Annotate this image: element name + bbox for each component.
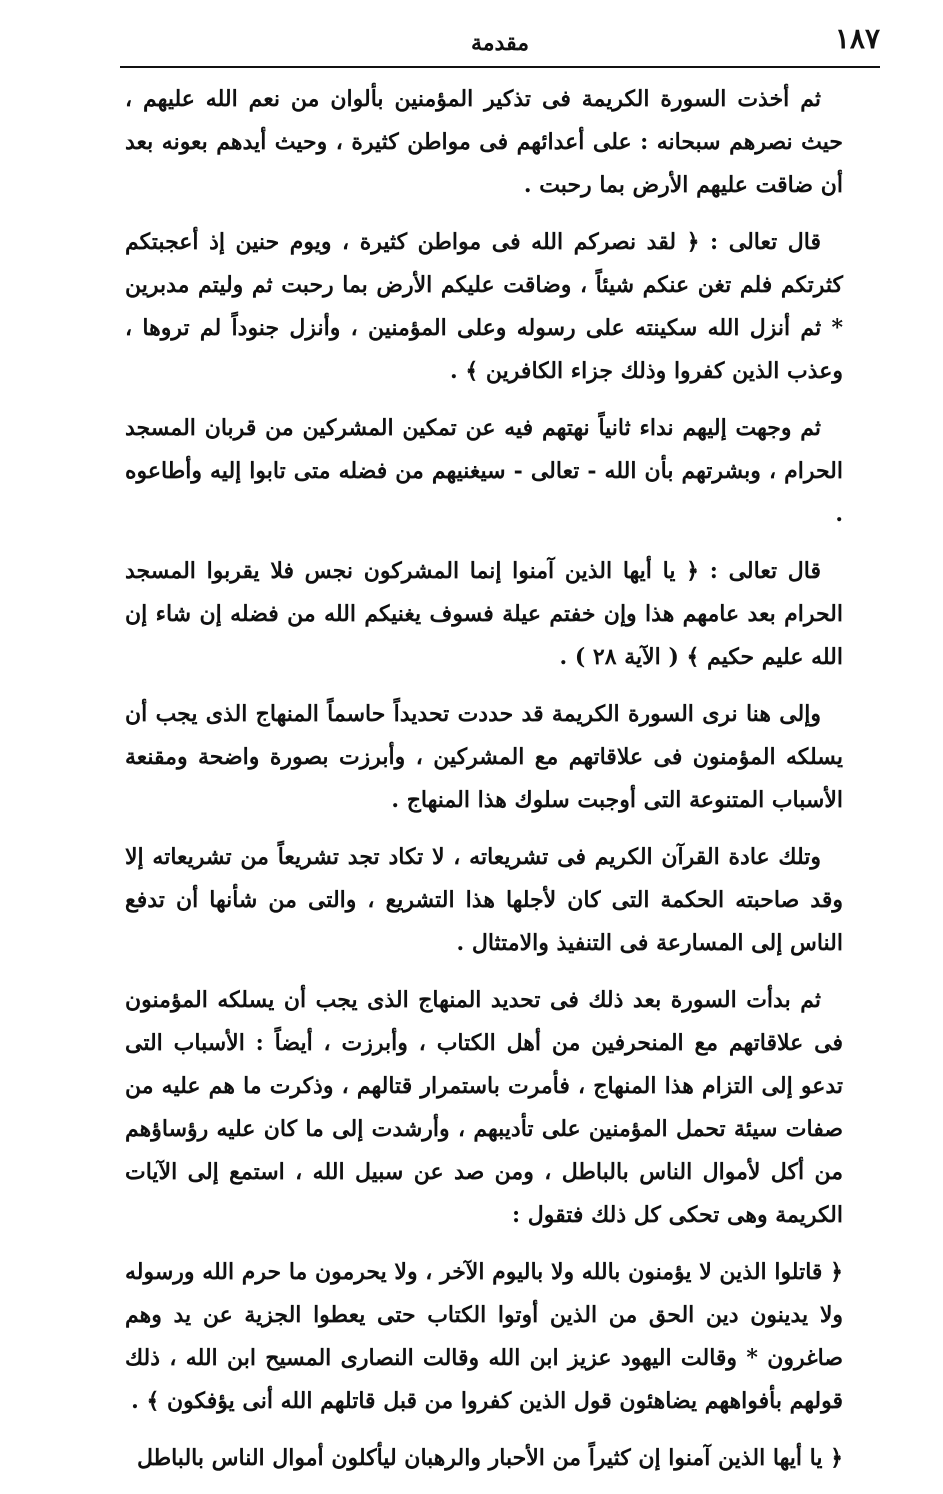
- paragraph: ثم بدأت السورة بعد ذلك فى تحديد المنهاج الذى يجب أن يسلكه المؤمنون فى علاقاتهم مع المنحرفين من أهل الكتاب ، وأبرزت ، أيضاً : الأسباب التى تدعو إلى التزام هذا المنهاج ، فأمرت باستمرار قتالهم ، وذكرت ما هم عليه من صفات سيئة تحمل المؤمنين على تأديبهم ، وأرشدت إلى ما كان عليه رؤساؤهم من أكل لأموال الناس بالباطل ، ومن صد عن سبيل الله ، استمع إلى الآيات الكريمة وهى تحكى كل ذلك فتقول :: [125, 987, 843, 1228]
- running-title: مقدمة: [470, 30, 530, 56]
- quran-quote: ﴿ قاتلوا الذين لا يؤمنون بالله ولا باليوم الآخر ، ولا يحرمون ما حرم الله ورسوله ولا يدينون دين الحق من الذين أوتوا الكتاب حتى يعطوا الجزية عن يد وهم صاغرون * وقالت اليهود عزيز ابن الله وقالت النصارى المسيح ابن الله ، ذلك قولهم بأفواههم يضاهئون قول الذين كفروا من قبل قاتلهم الله أنى يؤفكون ﴾ .: [125, 1259, 843, 1414]
- paragraph: ثم وجهت إليهم نداء ثانياً نهتهم فيه عن تمكين المشركين من قربان المسجد الحرام ، وبشرتهم بأن الله - تعالى - سيغنيهم من فضله متى تابوا إليه وأطاعوه .: [125, 415, 843, 527]
- paragraph: وتلك عادة القرآن الكريم فى تشريعاته ، لا تكاد تجد تشريعاً من تشريعاته إلا وقد صاحبته الحكمة التى كان لأجلها هذا التشريع ، والتى من شأنها أن تدفع الناس إلى المسارعة فى التنفيذ والامتثال .: [125, 844, 843, 956]
- page-number: ١٨٧: [834, 22, 880, 55]
- paragraph: وإلى هنا نرى السورة الكريمة قد حددت تحديداً حاسماً المنهاج الذى يجب أن يسلكه المؤمنون فى علاقاتهم مع المشركين ، وأبرزت بصورة واضحة ومقنعة الأسباب المتنوعة التى أوجبت سلوك هذا المنهاج .: [125, 701, 843, 813]
- quran-quote: ﴿ يا أيها الذين آمنوا إن كثيراً من الأحبار والرهبان ليأكلون أموال الناس بالباطل: [136, 1445, 843, 1471]
- paragraph: قال تعالى : ﴿ لقد نصركم الله فى مواطن كثيرة ، ويوم حنين إذ أعجبتكم كثرتكم فلم تغن عنكم شيئاً ، وضاقت عليكم الأرض بما رحبت ثم وليتم مدبرين * ثم أنزل الله سكينته على رسوله وعلى المؤمنين ، وأنزل جنوداً لم تروها ، وعذب الذين كفروا وذلك جزاء الكافرين ﴾ .: [125, 229, 844, 384]
- header-divider: [120, 66, 880, 68]
- paragraph: ثم أخذت السورة الكريمة فى تذكير المؤمنين بألوان من نعم الله عليهم ، حيث نصرهم سبحانه : على أعدائهم فى مواطن كثيرة ، وحيث أيدهم بعونه بعد أن ضاقت عليهم الأرض بما رحبت .: [125, 86, 843, 198]
- paragraph: قال تعالى : ﴿ يا أيها الذين آمنوا إنما المشركون نجس فلا يقربوا المسجد الحرام بعد عامهم هذا وإن خفتم عيلة فسوف يغنيكم الله من فضله إن شاء إن الله عليم حكيم ﴾ ( الآية ٢٨ ) .: [125, 558, 843, 670]
- page-header: [120, 22, 880, 62]
- page-body: [125, 78, 843, 1494]
